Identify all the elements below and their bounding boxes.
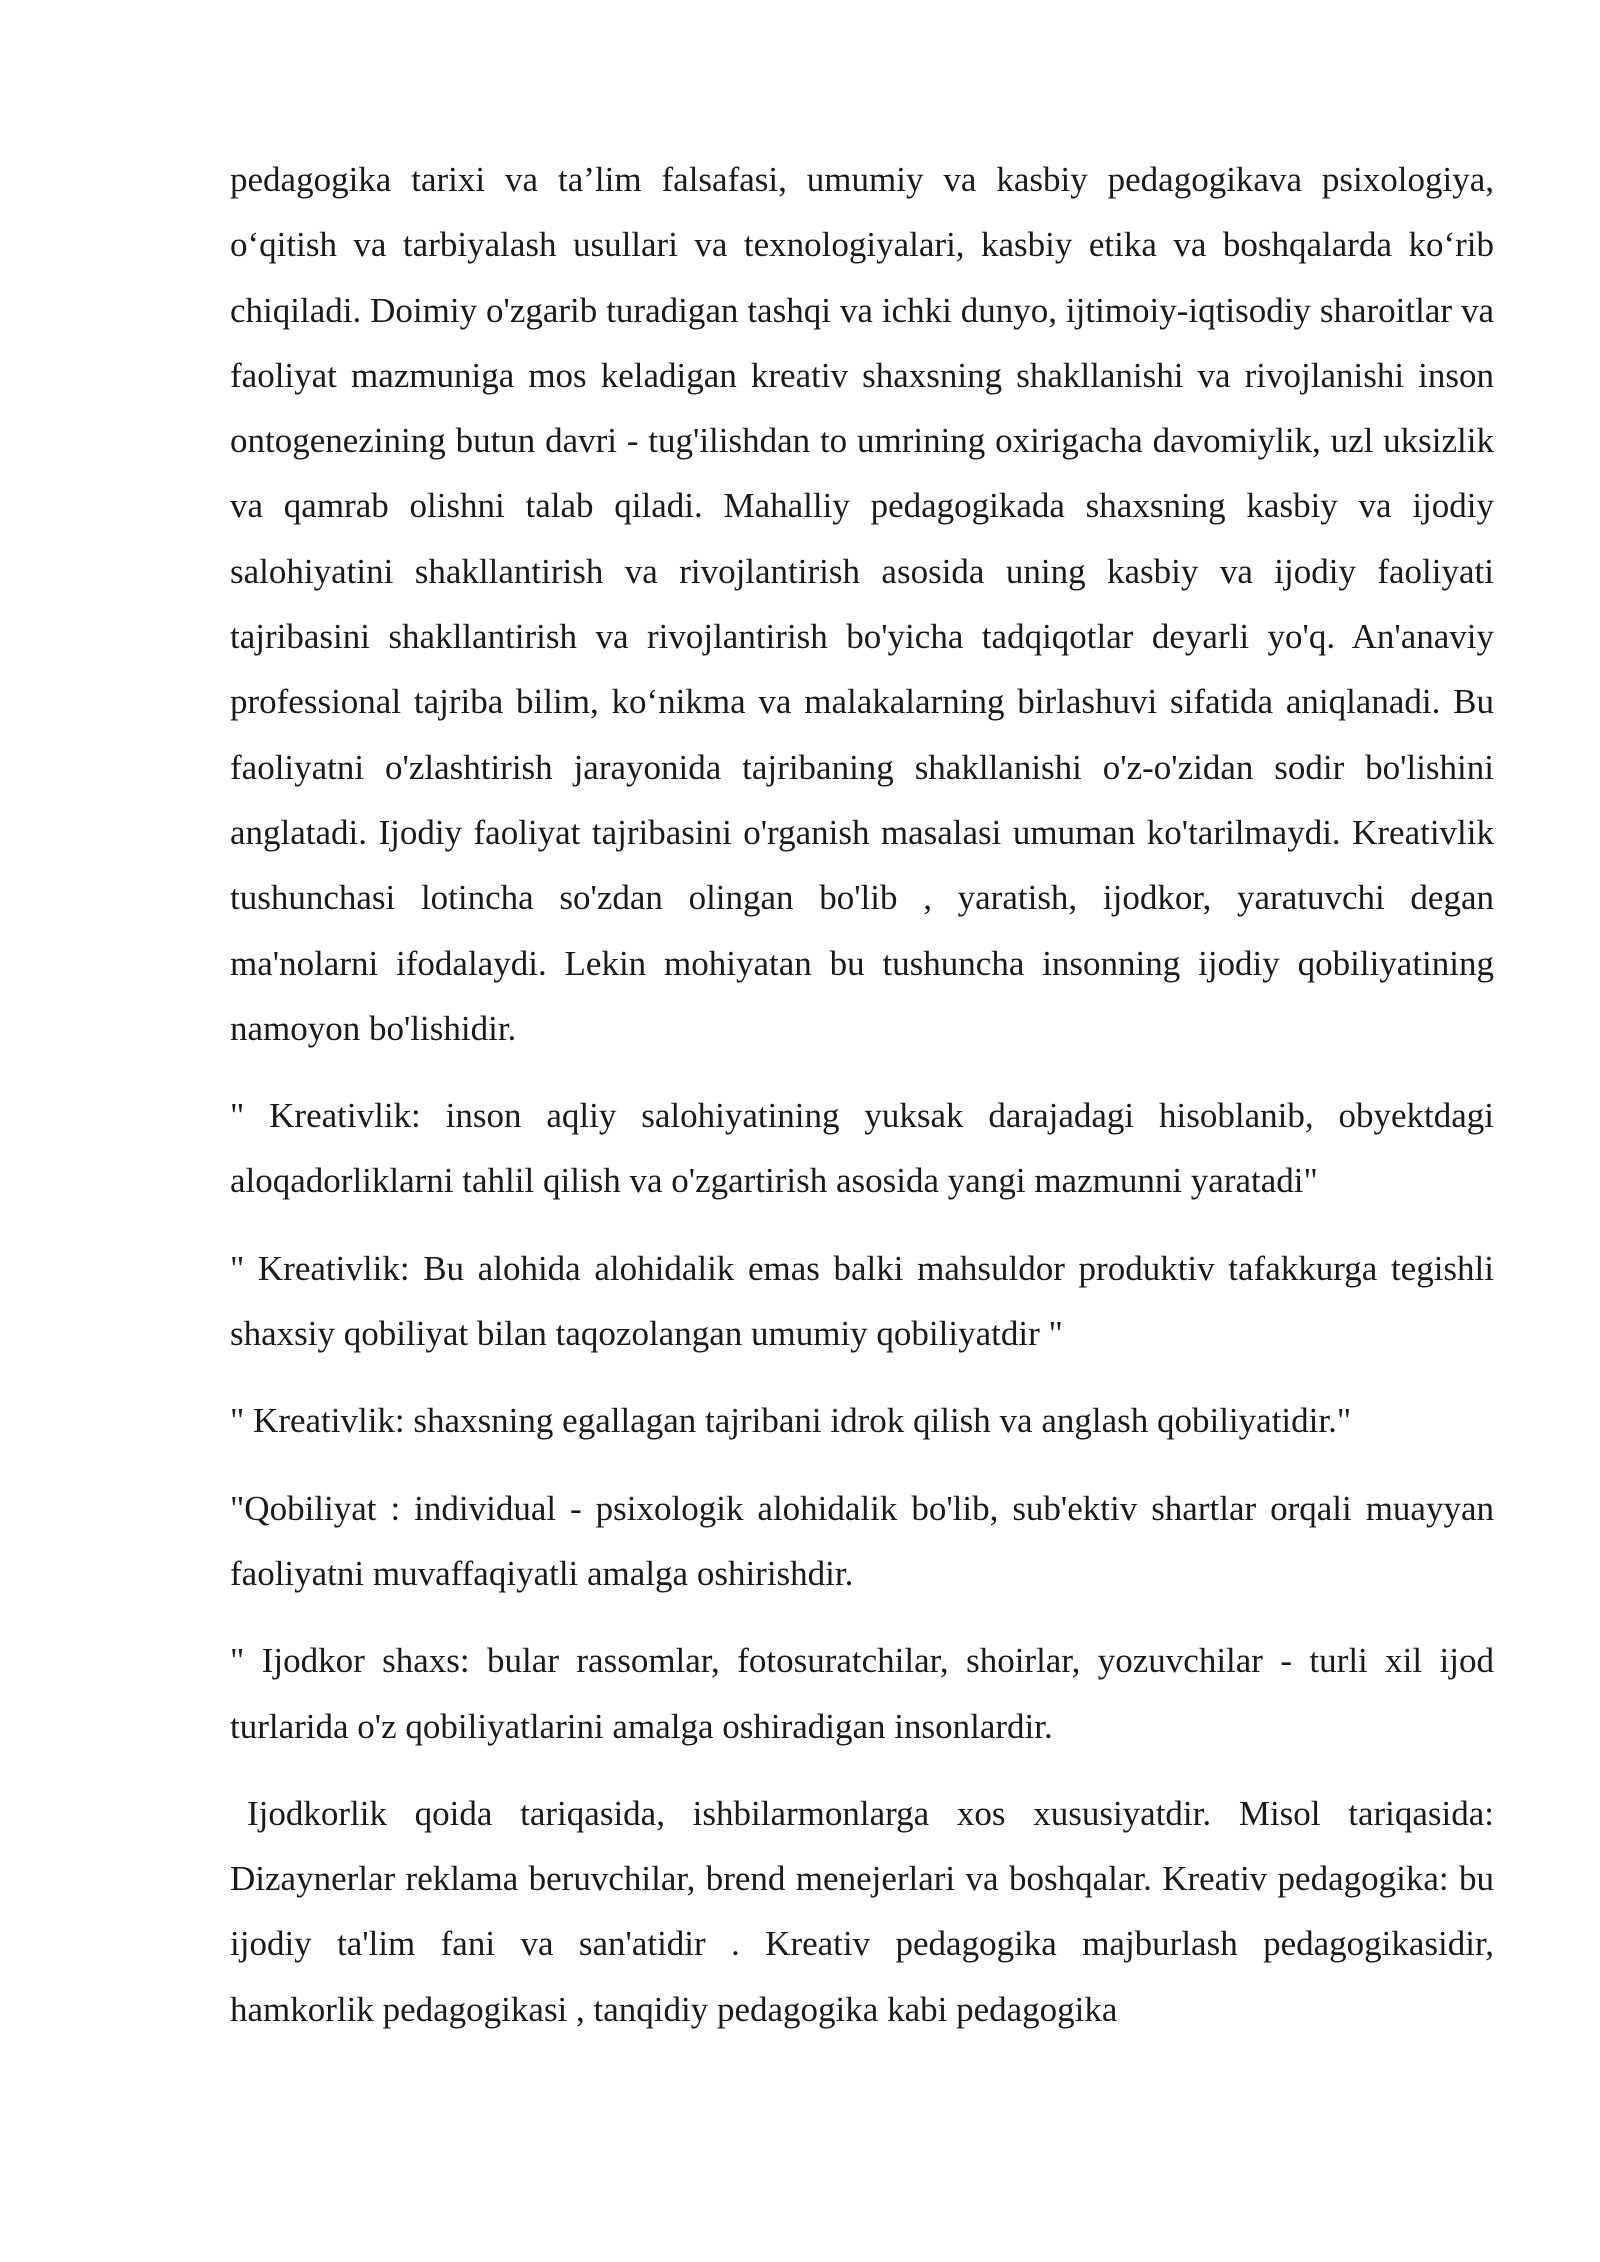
paragraph: " Kreativlik: inson aqliy salohiyatining yuksak darajadagi hisoblanib, obyektdagi aloqadorliklarni tahlil qilish va o'zgartirish asosida yangi mazmunni yaratadi" [230,1096,1494,1201]
paragraph: pedagogika tarixi va ta’lim falsafasi, umumiy va kasbiy pedagogikava psixologiya, o‘qitish va tarbiyalash usullari va texnologiyalari, kasbiy etika va boshqalarda ko‘rib chiqiladi. Doimiy o'zgarib turadigan tashqi va ichki dunyo, ijtimoiy-iqtisodiy sharoitlar va faoliyat mazmuniga mos keladigan kreativ shaxsning shakllanishi va rivojlanishi inson ontogenezining butun davri - tug'ilishdan to umrining oxirigacha davomiylik, uzl uksizlik va qamrab olishni talab qiladi. Mahalliy pedagogikada shaxsning kasbiy va ijodiy salohiyatini shakllantirish va rivojlantirish asosida uning kasbiy va ijodiy faoliyati tajribasini shakllantirish va rivojlantirish bo'yicha tadqiqotlar deyarli yo'q. An'anaviy professional tajriba bilim, ko‘nikma va malakalarning birlashuvi sifatida aniqlanadi. Bu faoliyatni o'zlashtirish jarayonida tajribaning shakllanishi o'z-o'zidan sodir bo'lishini anglatadi. Ijodiy faoliyat tajribasini o'rganish masalasi umuman ko'tarilmaydi. Kreativlik tushunchasi lotincha so'zdan olingan bo'lib , yaratish, ijodkor, yaratuvchi degan ma'nolarni ifodalaydi. Lekin mohiyatan bu tushuncha insonning ijodiy qobiliyatining namoyon bo'lishidir. [230,160,1494,1048]
paragraph: " Ijodkor shaxs: bular rassomlar, fotosuratchilar, shoirlar, yozuvchilar - turli xil ijod turlarida o'z qobiliyatlarini amalga oshiradigan insonlardir. [230,1641,1494,1746]
paragraph: Ijodkorlik qoida tariqasida, ishbilarmonlarga xos xususiyatdir. Misol tariqasida: Dizaynerlar reklama beruvchilar, brend menejerlari va boshqalar. Kreativ pedagogika: bu ijodiy ta'lim fani va san'atidir . Kreativ pedagogika majburlash pedagogikasidir, hamkorlik pedagogikasi , tanqidiy pedagogika kabi pedagogika [230,1793,1494,2029]
paragraph: " Kreativlik: shaxsning egallagan tajribani idrok qilish va anglash qobiliyatidir." [230,1401,1352,1441]
document-body [230,147,1494,2042]
paragraph: " Kreativlik: Bu alohida alohidalik emas balki mahsuldor produktiv tafakkurga tegishli shaxsiy qobiliyat bilan taqozolangan umumiy qobiliyatdir " [230,1248,1494,1354]
paragraph: "Qobiliyat : individual - psixologik alohidalik bo'lib, sub'ektiv shartlar orqali muayyan faoliyatni muvaffaqiyatli amalga oshirishdir. [230,1488,1494,1593]
